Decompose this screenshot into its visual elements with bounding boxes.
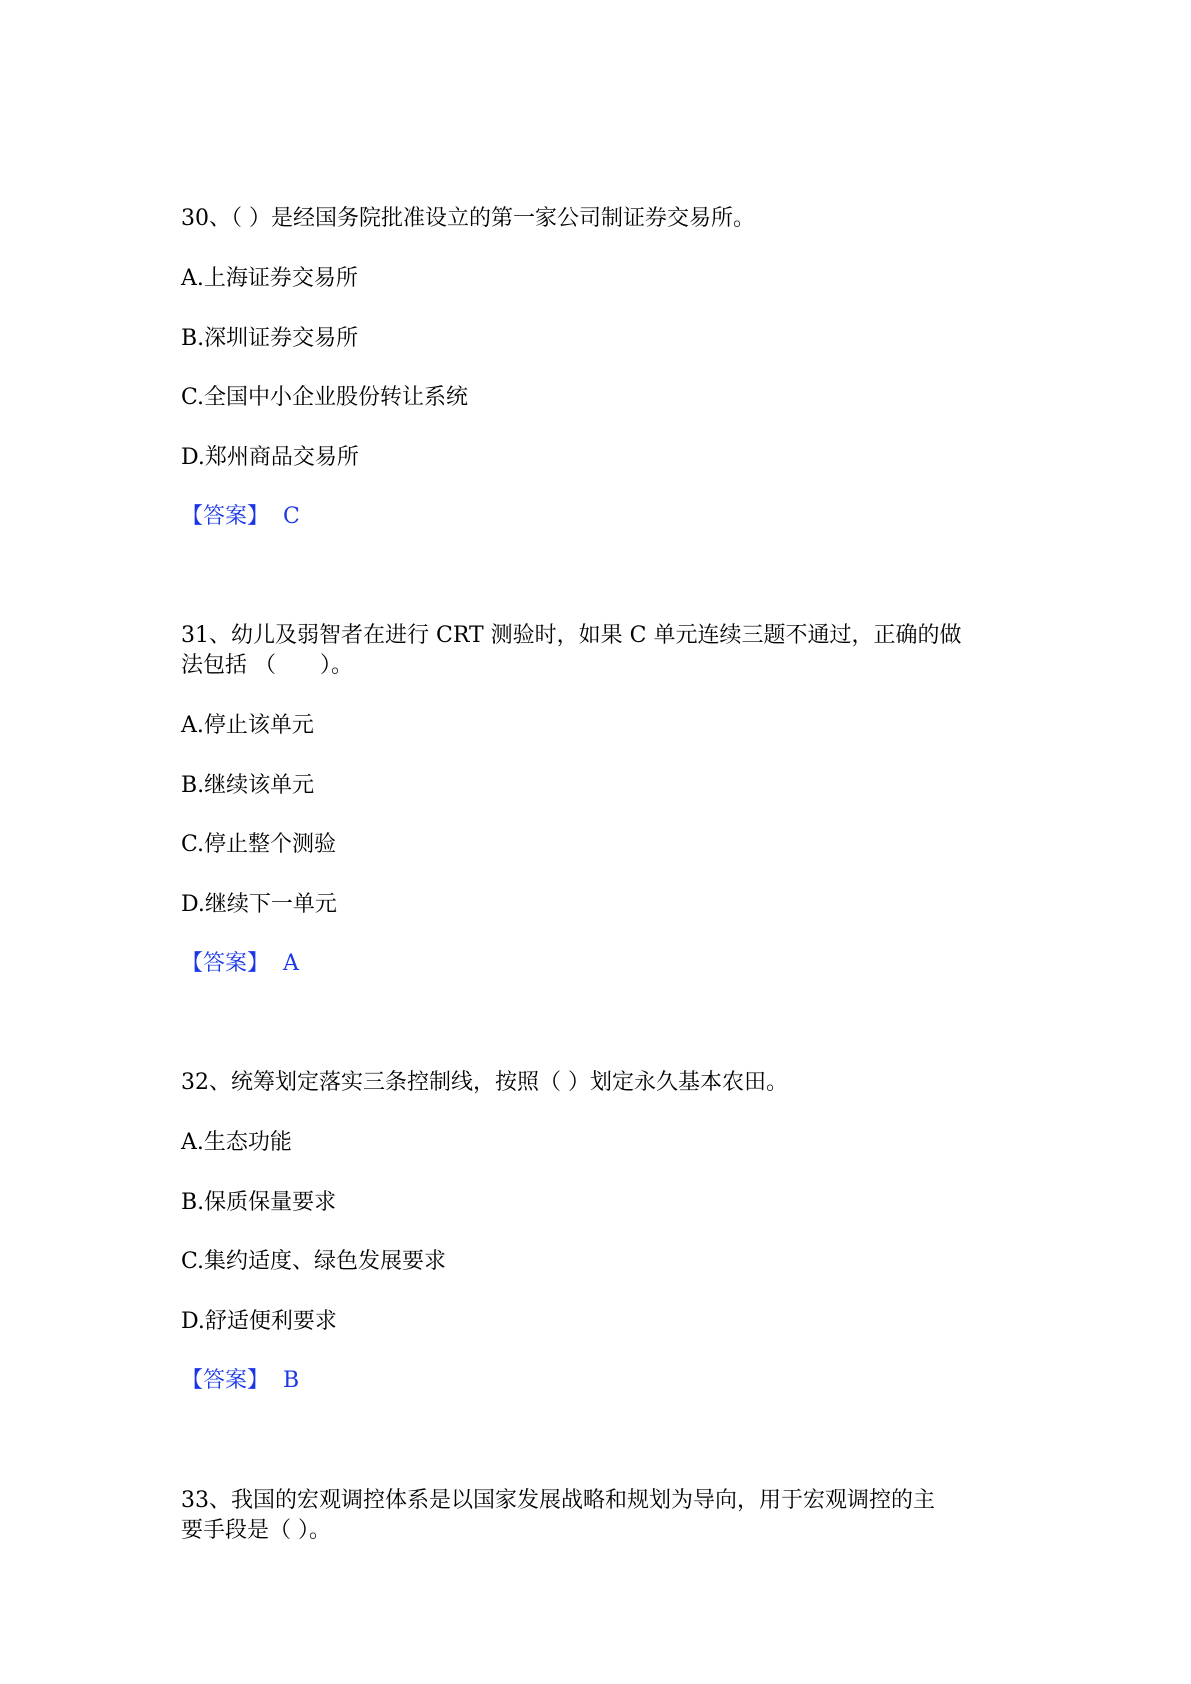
question-32-answer [181,1366,299,1396]
question-30-answer [181,502,300,532]
answer-label: 【答案】 [181,951,270,976]
answer-label: 【答案】 [181,504,270,529]
question-31-option-d: D.继续下一单元 [181,892,337,917]
question-30-option-a: A.上海证券交易所 [181,266,358,291]
question-32-option-a: A.生态功能 [181,1130,292,1155]
question-32-option-b: B.保质保量要求 [181,1190,337,1215]
question-31-option-b: B.继续该单元 [181,773,315,798]
question-31-option-a: A.停止该单元 [181,713,314,738]
answer-value: B [283,1368,300,1393]
question-33-stem-line-2: 要手段是（ ）。 [181,1518,331,1543]
question-31-stem-line-1: 31、幼儿及弱智者在进行 CRT 测验时，如果 C 单元连续三题不通过，正确的做 [181,623,962,648]
question-32-stem: 32、统筹划定落实三条控制线，按照（ ）划定永久基本农田。 [181,1070,788,1095]
question-31-option-c: C.停止整个测验 [181,832,337,857]
question-33-stem-line-1: 33、我国的宏观调控体系是以国家发展战略和规划为导向，用于宏观调控的主 [181,1488,935,1513]
question-31-stem-line-2: 法包括 （ ）。 [181,653,353,678]
question-31-answer [181,949,299,979]
question-32-option-d: D.舒适便利要求 [181,1309,337,1334]
answer-label: 【答案】 [181,1368,270,1393]
question-30-option-d: D.郑州商品交易所 [181,445,359,470]
question-32-option-c: C.集约适度、绿色发展要求 [181,1249,447,1274]
question-30-option-c: C.全国中小企业股份转让系统 [181,385,469,410]
question-30-stem: 30、（ ）是经国务院批准设立的第一家公司制证券交易所。 [181,206,755,231]
answer-value: C [283,504,300,529]
answer-value: A [283,951,299,976]
question-30-option-b: B.深圳证券交易所 [181,326,359,351]
